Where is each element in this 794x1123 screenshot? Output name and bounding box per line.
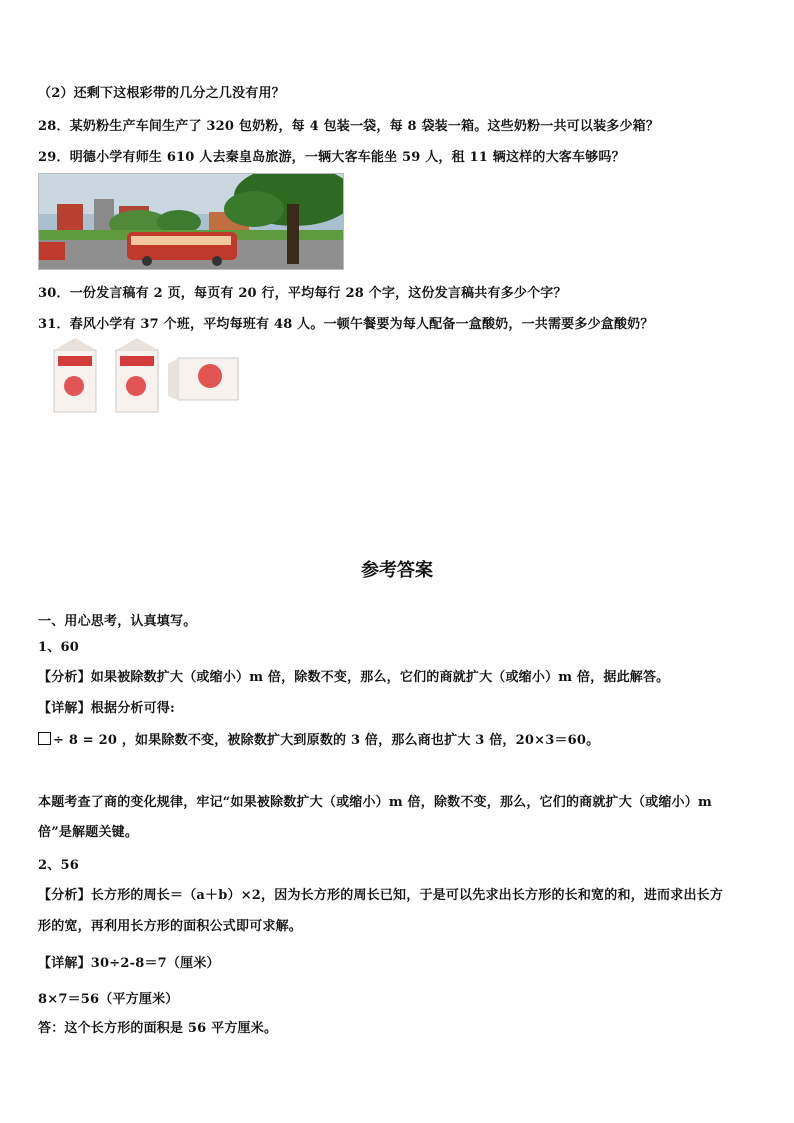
answers-title: 参考答案: [361, 560, 433, 581]
answer-2-final: 答：这个长方形的面积是 56 平方厘米。: [38, 1021, 278, 1036]
yogurt-boxes-image: [50, 336, 242, 414]
answer-2-analysis-line-1: 【分析】长方形的周长＝（a＋b）×2，因为长方形的周长已知，于是可以先求出长方形的长和宽的和，进而求出长方: [38, 888, 724, 903]
bus-scene-image: [38, 173, 344, 270]
answer-1-note-line-2: 倍”是解题关键。: [38, 825, 139, 840]
answer-2-number: 2、56: [38, 858, 79, 873]
question-30: 30．一份发言稿有 2 页，每页有 20 行，平均每行 28 个字，这份发言稿共有多少个字？: [38, 286, 567, 301]
answer-1-detail-label: 【详解】根据分析可得:: [38, 701, 175, 716]
answer-1-note-line-1: 本题考查了商的变化规律，牢记“如果被除数扩大（或缩小）m 倍，除数不变，那么，它们的商就扩大（或缩小）m: [38, 795, 712, 810]
answer-1-detail: [38, 729, 599, 748]
answer-1-number: 1、60: [38, 640, 79, 655]
question-27-part-2: （2）还剩下这根彩带的几分之几没有用？: [38, 86, 285, 101]
blank-box: [38, 732, 51, 745]
section-1-heading: 一、用心思考，认真填写。: [38, 614, 197, 629]
question-31: 31．春风小学有 37 个班，平均每班有 48 人。一顿午餐要为每人配备一盒酸奶，一共需要多少盒酸奶？: [38, 317, 654, 332]
question-29: 29．明德小学有师生 610 人去秦皇岛旅游，一辆大客车能坐 59 人，租 11 辆这样的大客车够吗？: [38, 150, 625, 165]
answer-2-analysis-line-2: 形的宽，再利用长方形的面积公式即可求解。: [38, 919, 303, 934]
question-28: 28．某奶粉生产车间生产了 320 包奶粉，每 4 包装一袋，每 8 袋装一箱。这些奶粉一共可以装多少箱？: [38, 119, 660, 134]
answer-1-detail-text: ÷ 8 = 20 ，如果除数不变，被除数扩大到原数的 3 倍，那么商也扩大 3 倍，20×3＝60。: [53, 733, 600, 748]
answer-2-detail-line-1: 【详解】30÷2-8＝7（厘米）: [38, 956, 220, 971]
answer-1-analysis: 【分析】如果被除数扩大（或缩小）m 倍，除数不变，那么，它们的商就扩大（或缩小）m 倍，据此解答。: [38, 670, 670, 685]
answer-2-detail-line-2: 8×7＝56（平方厘米）: [38, 992, 179, 1007]
